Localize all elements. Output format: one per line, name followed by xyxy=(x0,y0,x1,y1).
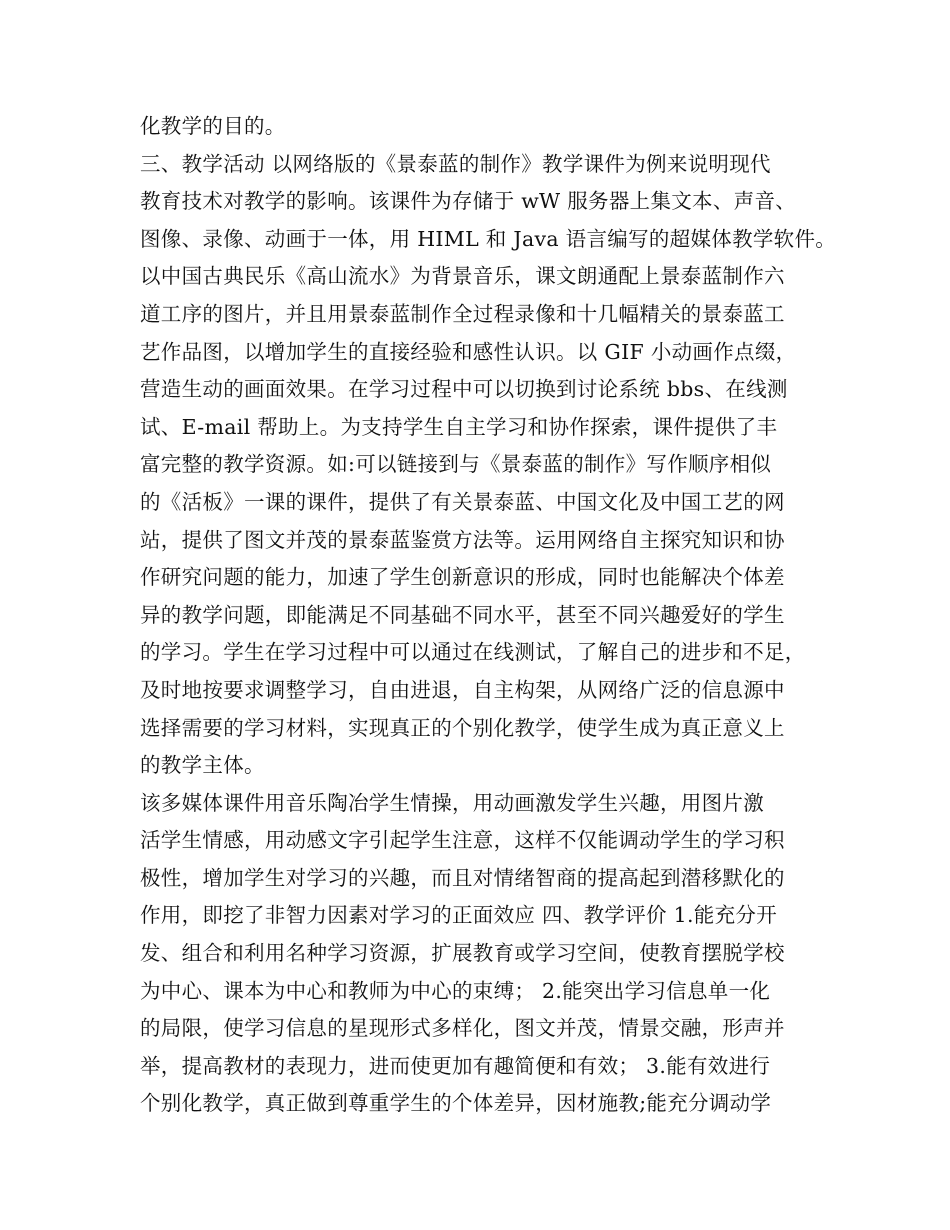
text-line: 站，提供了图文并茂的景泰蓝鉴赏方法等。运用网络自主探究知识和协 xyxy=(140,527,785,552)
text-line: 的教学主体。 xyxy=(140,753,265,778)
text-line: 富完整的教学资源。如:可以链接到与《景泰蓝的制作》写作顺序相似 xyxy=(140,452,772,477)
text-line: 选择需要的学习材料，实现真正的个别化教学，使学生成为真正意义上 xyxy=(140,715,785,740)
text-line: 的局限，使学习信息的星现形式多样化，图文并茂，情景交融，形声并 xyxy=(140,1016,785,1041)
text-line: 个别化教学，真正做到尊重学生的个体差异，因材施教;能充分调动学 xyxy=(140,1091,772,1116)
text-line: 道工序的图片，并且用景泰蓝制作全过程录像和十几幅精关的景泰蓝工 xyxy=(140,301,785,326)
text-line: 活学生情感，用动感文字引起学生注意，这样不仅能调动学生的学习积 xyxy=(140,828,785,853)
text-line: 的学习。学生在学习过程中可以通过在线测试，了解自己的进步和不足， xyxy=(140,640,806,665)
text-line: 化教学的目的。 xyxy=(140,114,286,138)
document-body xyxy=(140,108,837,1123)
text-line: 极性，增加学生对学习的兴趣，而且对情绪智商的提高起到潜移默化的 xyxy=(140,865,785,890)
text-line: 的《活板》一课的课件，提供了有关景泰蓝、中国文化及中国工艺的网 xyxy=(140,489,785,514)
text-line: 试、E-mail 帮助上。为支持学生自主学习和协作探索，课件提供了丰 xyxy=(140,414,778,439)
text-line: 以中国古典民乐《高山流水》为背景音乐，课文朗通配上景泰蓝制作六 xyxy=(140,264,785,289)
text-line: 教育技术对教学的影响。该课件为存储于 wW 服务器上集文本、声音、 xyxy=(140,189,797,214)
text-line: 该多媒体课件用音乐陶冶学生情操，用动画激发学生兴趣，用图片激 xyxy=(140,790,764,815)
text-line: 为中心、课本为中心和教师为中心的束缚； 2.能突出学习信息单一化 xyxy=(140,978,771,1003)
text-line: 作研究问题的能力，加速了学生创新意识的形成，同时也能解决个体差 xyxy=(140,565,785,590)
text-line: 举，提高教材的表现力，进而使更加有趣简便和有效； 3.能有效进行 xyxy=(140,1053,771,1078)
text-line: 作用，即挖了非智力因素对学习的正面效应 四、教学评价 1.能充分开 xyxy=(140,903,777,928)
text-line: 及时地按要求调整学习，自由进退，自主构架，从网络广泛的信息源中 xyxy=(140,677,785,702)
text-line: 异的教学问题，即能满足不同基础不同水平，甚至不同兴趣爱好的学生 xyxy=(140,602,785,627)
text-line: 三、教学活动 以网络版的《景泰蓝的制作》教学课件为例来说明现代 xyxy=(140,151,771,176)
text-line: 营造生动的画面效果。在学习过程中可以切换到讨论系统 bbs、在线测 xyxy=(140,377,788,402)
text-line: 发、组合和利用名种学习资源，扩展教育或学习空间，使教育摆脱学校 xyxy=(140,941,785,966)
text-line: 艺作品图，以增加学生的直接经验和感性认识。以 GIF 小动画作点缀， xyxy=(140,339,797,364)
text-line: 图像、录像、动画于一体，用 HIML 和 Java 语言编写的超媒体教学软件。 xyxy=(140,226,837,251)
